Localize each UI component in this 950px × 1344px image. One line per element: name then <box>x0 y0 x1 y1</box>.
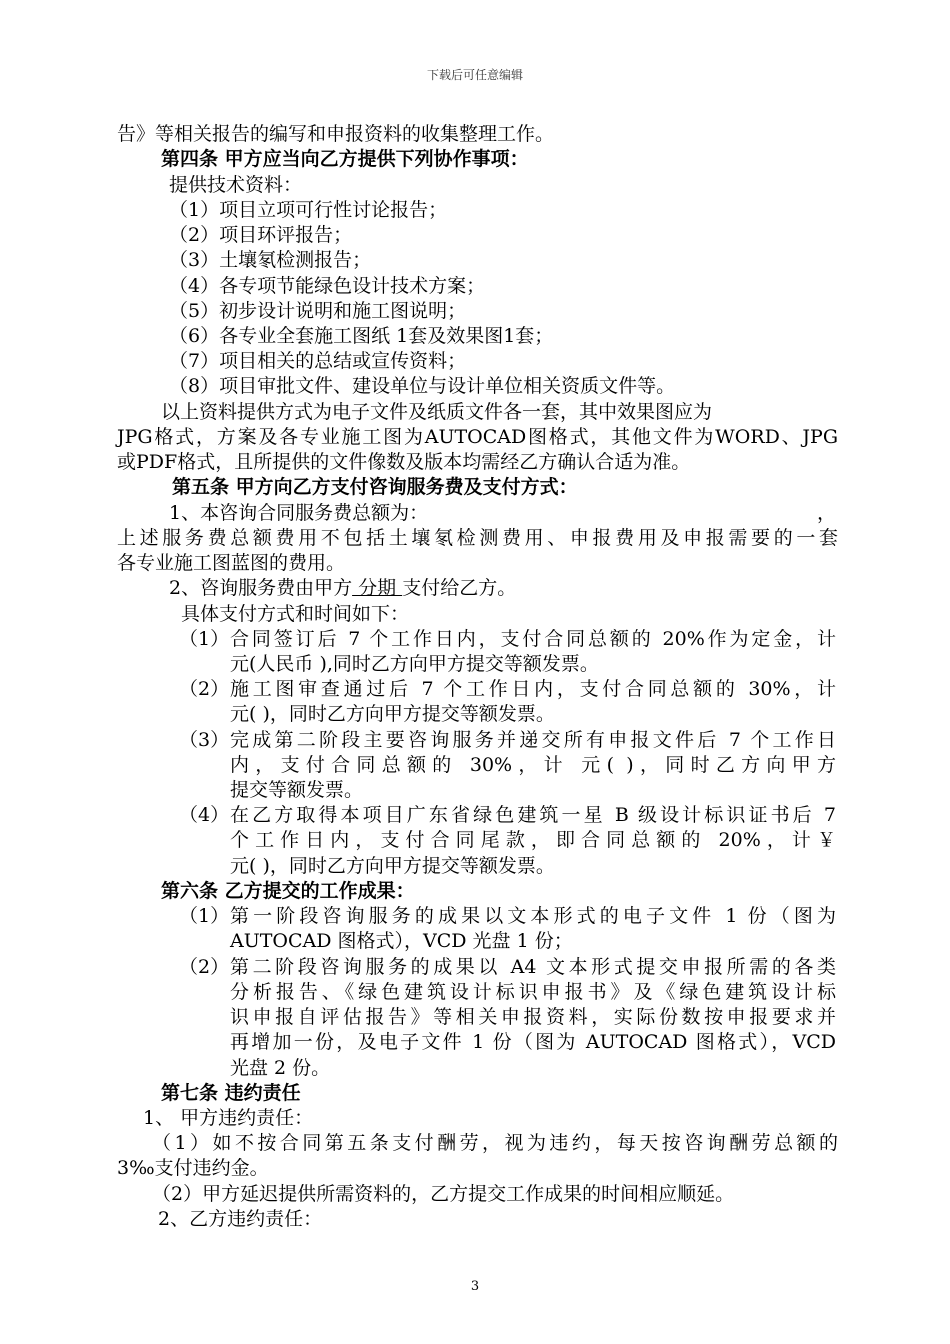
text-line: 元( )，同时乙方向甲方提交等额发票。 <box>230 855 555 877</box>
list-item: （8）项目审批文件、建设单位与设计单位相关资质文件等。 <box>169 375 676 397</box>
page-header: 下载后可任意编辑 <box>426 68 523 82</box>
text-line: 1、 甲方违约责任： <box>143 1107 314 1129</box>
text-line: 分析报告、《绿色建筑设计标识申报书》及《绿色建筑设计标 <box>230 981 836 1003</box>
list-marker: （1） <box>179 628 230 650</box>
text-line: 提供技术资料： <box>169 174 303 196</box>
text-line: 上述服务费总额费用不包括土壤氡检测费用、申报费用及申报需要的一套 <box>117 527 838 549</box>
list-item: 第一阶段咨询服务的成果以文本形式的电子文件 1 份（图为 <box>230 905 836 927</box>
list-item: （1）项目立项可行性讨论报告； <box>169 199 448 221</box>
text-segment: 2、咨询服务费由甲方 <box>169 577 353 599</box>
list-item: 施工图审查通过后 7 个工作日内，支付合同总额的 30%，计 <box>230 678 836 700</box>
payment-method-field: 分期 <box>352 577 403 599</box>
section-heading: 第七条 违约责任 <box>161 1082 301 1104</box>
text-line: 2、乙方违约责任： <box>158 1208 323 1230</box>
text-line: 内，支付合同总额的 30%，计 元( )，同时乙方向甲方 <box>230 754 836 776</box>
list-item: 合同签订后 7 个工作日内，支付合同总额的 20%作为定金，计 <box>230 628 836 650</box>
section-heading: 第四条 甲方应当向乙方提供下列协作事项： <box>161 148 529 170</box>
text-line: AUTOCAD 图格式），VCD 光盘 1 份； <box>230 930 573 952</box>
section-heading: 第五条 甲方向乙方支付咨询服务费及支付方式： <box>172 476 578 498</box>
list-item: 在乙方取得本项目广东省绿色建筑一星 B 级设计标识证书后 7 <box>230 804 836 826</box>
text-line <box>169 576 516 600</box>
list-item: 完成第二阶段主要咨询服务并递交所有申报文件后 7 个工作日 <box>230 729 836 751</box>
list-item: （3）土壤氡检测报告； <box>169 249 372 271</box>
list-item: （5）初步设计说明和施工图说明； <box>169 300 467 322</box>
text-line: 个工作日内，支付合同尾款，即合同总额的 20%，计￥ <box>230 829 836 851</box>
text-line: 3‰支付违约金。 <box>117 1157 269 1179</box>
list-item: 第二阶段咨询服务的成果以 A4 文本形式提交申报所需的各类 <box>230 956 836 978</box>
list-marker: （4） <box>179 804 230 826</box>
text-line: 以上资料提供方式为电子文件及纸质文件各一套，其中效果图应为 <box>161 401 713 423</box>
text-line: 提交等额发票。 <box>230 779 364 801</box>
text-line: 各专业施工图蓝图的费用。 <box>117 552 346 574</box>
text-line: 或PDF格式，且所提供的文件像数及版本均需经乙方确认合适为准。 <box>117 451 691 473</box>
text-line: 元(人民币 ),同时乙方向甲方提交等额发票。 <box>230 653 599 675</box>
text-line: 光盘 2 份。 <box>230 1057 331 1079</box>
list-marker: （2） <box>179 678 230 700</box>
text-line: 再增加一份，及电子文件 1 份（图为 AUTOCAD 图格式），VCD <box>230 1031 836 1053</box>
text-segment: 支付给乙方。 <box>402 577 517 599</box>
text-line: 告》等相关报告的编写和申报资料的收集整理工作。 <box>117 123 555 145</box>
text-line: JPG格式，方案及各专业施工图为AUTOCAD图格式，其他文件为WORD、JPG <box>117 426 838 448</box>
list-marker: （2） <box>179 956 230 978</box>
page-number: 3 <box>470 1279 480 1294</box>
text-line: （2）甲方延迟提供所需资料的，乙方提交工作成果的时间相应顺延。 <box>152 1183 735 1205</box>
list-item: （2）项目环评报告； <box>169 224 353 246</box>
text-line: 1、本咨询合同服务费总额为： <box>169 502 429 524</box>
text-line: 识申报自评估报告》等相关申报资料，实际份数按申报要求并 <box>230 1006 836 1028</box>
list-item: （7）项目相关的总结或宣传资料； <box>169 350 467 372</box>
text-line: 具体支付方式和时间如下： <box>181 603 410 625</box>
list-marker: （1） <box>179 905 230 927</box>
text-line: 元( )，同时乙方向甲方提交等额发票。 <box>230 703 555 725</box>
list-item: （6）各专业全套施工图纸 1套及效果图1套； <box>169 325 554 347</box>
text-line: ， <box>817 502 837 524</box>
text-line: （1）如不按合同第五条支付酬劳，视为违约，每天按咨询酬劳总额的 <box>152 1132 838 1154</box>
list-item: （4）各专项节能绿色设计技术方案； <box>169 275 486 297</box>
list-marker: （3） <box>179 729 230 751</box>
section-heading: 第六条 乙方提交的工作成果： <box>161 880 415 902</box>
